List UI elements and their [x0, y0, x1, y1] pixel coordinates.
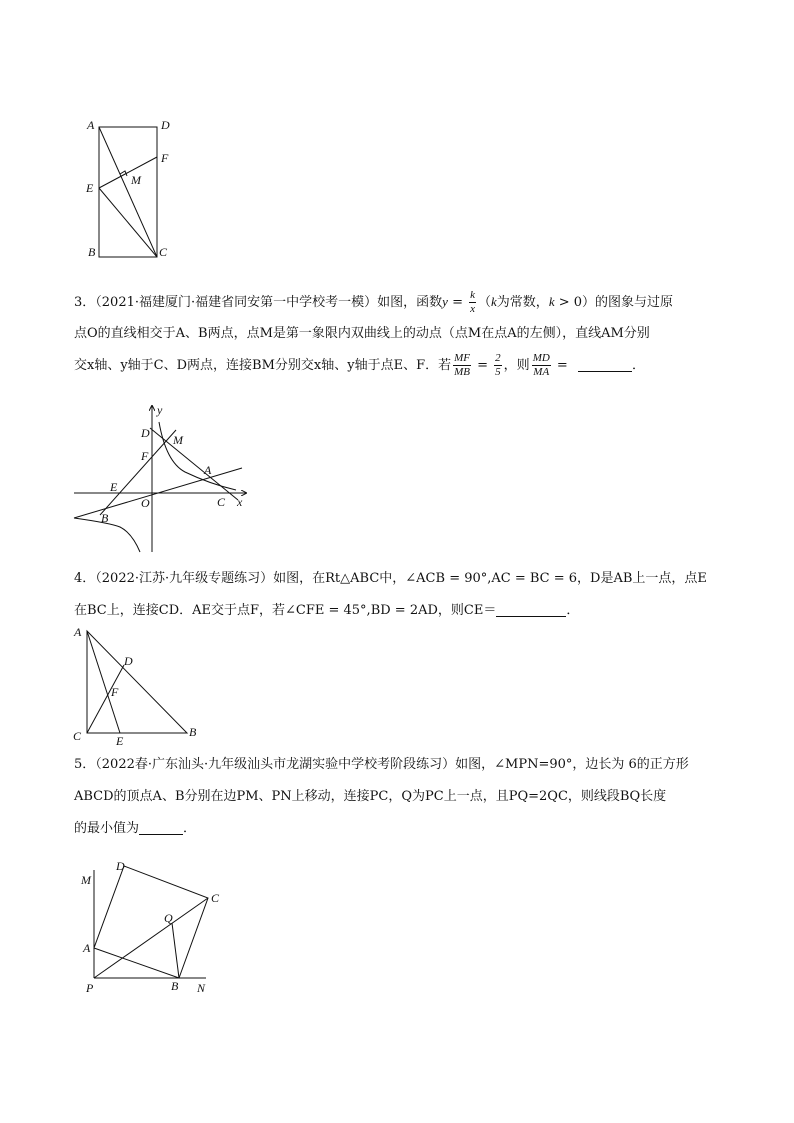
label-B: B — [189, 725, 197, 739]
denominator: MB — [454, 366, 470, 378]
fraction-mf-mb — [453, 352, 471, 379]
label-E: E — [110, 480, 118, 494]
numerator: MD — [532, 352, 550, 364]
text: 为常数， — [496, 295, 549, 310]
denominator: x — [470, 303, 475, 315]
problem-source: （2022·江苏·九年级专题练习） — [95, 571, 274, 586]
square-abcd — [94, 866, 208, 978]
problem-4-line-1 — [74, 563, 724, 595]
label-A: A — [87, 118, 95, 132]
label-N: N — [197, 981, 206, 995]
text: 的最小值为 — [74, 821, 140, 836]
segment-pc — [94, 898, 208, 978]
text: 交x轴、y轴于C、D两点，连接BM分别交x轴、y轴于点E、F．若 — [74, 358, 452, 373]
label-D: D — [116, 859, 125, 873]
label-O: O — [141, 496, 150, 510]
denominator: MA — [533, 366, 550, 378]
label-Q: Q — [164, 911, 173, 925]
problem-5 — [74, 749, 724, 845]
numerator: MF — [454, 352, 470, 364]
line-am — [150, 428, 238, 500]
figure-rectangle-abcd — [80, 112, 190, 264]
problem-3-line-1 — [74, 286, 724, 318]
problem-source: （2022春·广东汕头·九年级汕头市龙湖实验中学校考阶段练习） — [95, 757, 456, 772]
text: ，则 — [503, 358, 530, 373]
fraction-2-5 — [494, 352, 502, 379]
segment-ef — [99, 157, 157, 188]
text: > 0）的图象与过原 — [554, 295, 674, 310]
text: = — [447, 295, 468, 310]
label-F: F — [111, 685, 119, 699]
problem-3 — [74, 286, 724, 382]
var: y — [442, 294, 448, 309]
figure-square-abcd — [76, 856, 226, 996]
label-F: F — [161, 151, 169, 165]
label-E: E — [116, 734, 124, 748]
problem-source: （2021·福建厦门·福建省同安第一中学校考一模） — [95, 295, 378, 310]
label-C: C — [211, 891, 220, 905]
text: ． — [183, 821, 197, 836]
label-D: D — [161, 118, 170, 132]
label-D: D — [124, 654, 133, 668]
label-M: M — [173, 433, 183, 447]
figure-right-triangle — [70, 622, 210, 748]
label-P: P — [86, 981, 94, 995]
problem-5-line-3 — [74, 813, 724, 845]
problem-4 — [74, 563, 724, 627]
text: 如图，函数 — [377, 295, 443, 310]
numerator: 2 — [495, 352, 501, 364]
label-B: B — [88, 245, 96, 259]
label-x: x — [237, 495, 243, 509]
label-A: A — [83, 941, 91, 955]
answer-blank[interactable] — [139, 820, 183, 835]
answer-blank[interactable] — [578, 357, 632, 372]
problem-3-line-3 — [74, 350, 724, 382]
label-C: C — [159, 245, 168, 259]
label-B: B — [101, 511, 109, 525]
text: ABCD的顶点A、B分别在边PM、PN上移动，连接PC，Q为PC上一点，且PQ=2QC，则线段BQ长度 — [74, 789, 667, 804]
text: ． — [631, 358, 645, 373]
text: 点O的直线相交于A、B两点，点M是第一象限内双曲线上的动点（点M在点A的左侧），直线AM分别 — [74, 326, 650, 341]
label-M: M — [131, 173, 141, 187]
problem-5-line-1 — [74, 749, 724, 781]
text: 如图，在Rt△ABC中，∠ACB = 90°,AC = BC = 6，D是AB上一点，点E — [273, 571, 707, 586]
triangle-abc — [87, 631, 187, 733]
var: k — [548, 294, 555, 309]
label-D: D — [141, 426, 150, 440]
segment-ac — [99, 127, 157, 257]
segment-bq — [172, 923, 179, 978]
label-E: E — [86, 181, 94, 195]
problem-number: 5． — [74, 757, 96, 772]
label-A: A — [74, 625, 82, 639]
fraction-k-over-x — [469, 289, 476, 316]
text: ． — [566, 603, 580, 618]
segment-cd — [87, 665, 124, 733]
line-bm — [100, 430, 176, 515]
segment-ec — [99, 188, 157, 257]
problem-3-line-2 — [74, 318, 724, 350]
text: = — [552, 358, 572, 373]
problem-number: 4． — [74, 571, 96, 586]
answer-blank[interactable] — [496, 602, 566, 617]
text: 在BC上，连接CD．AE交于点F，若∠CFE = 45°,BD = 2AD，则CE＝ — [74, 603, 497, 618]
numerator: k — [470, 289, 475, 301]
label-A: A — [204, 463, 212, 477]
var: k — [491, 294, 497, 309]
text: 如图，∠MPN=90°，边长为 6的正方形 — [455, 757, 689, 772]
label-F: F — [141, 449, 149, 463]
label-C: C — [73, 729, 82, 743]
label-B: B — [171, 979, 179, 993]
text: = — [473, 358, 493, 373]
fraction-md-ma — [532, 352, 551, 379]
text: （ — [478, 295, 492, 310]
label-y: y — [157, 403, 163, 417]
problem-number: 3． — [74, 295, 96, 310]
problem-5-line-2 — [74, 781, 724, 813]
denominator: 5 — [495, 366, 501, 378]
label-M: M — [81, 873, 91, 887]
hyperbola-branch-1 — [159, 422, 236, 490]
label-C: C — [217, 495, 226, 509]
figure-hyperbola — [70, 400, 260, 556]
